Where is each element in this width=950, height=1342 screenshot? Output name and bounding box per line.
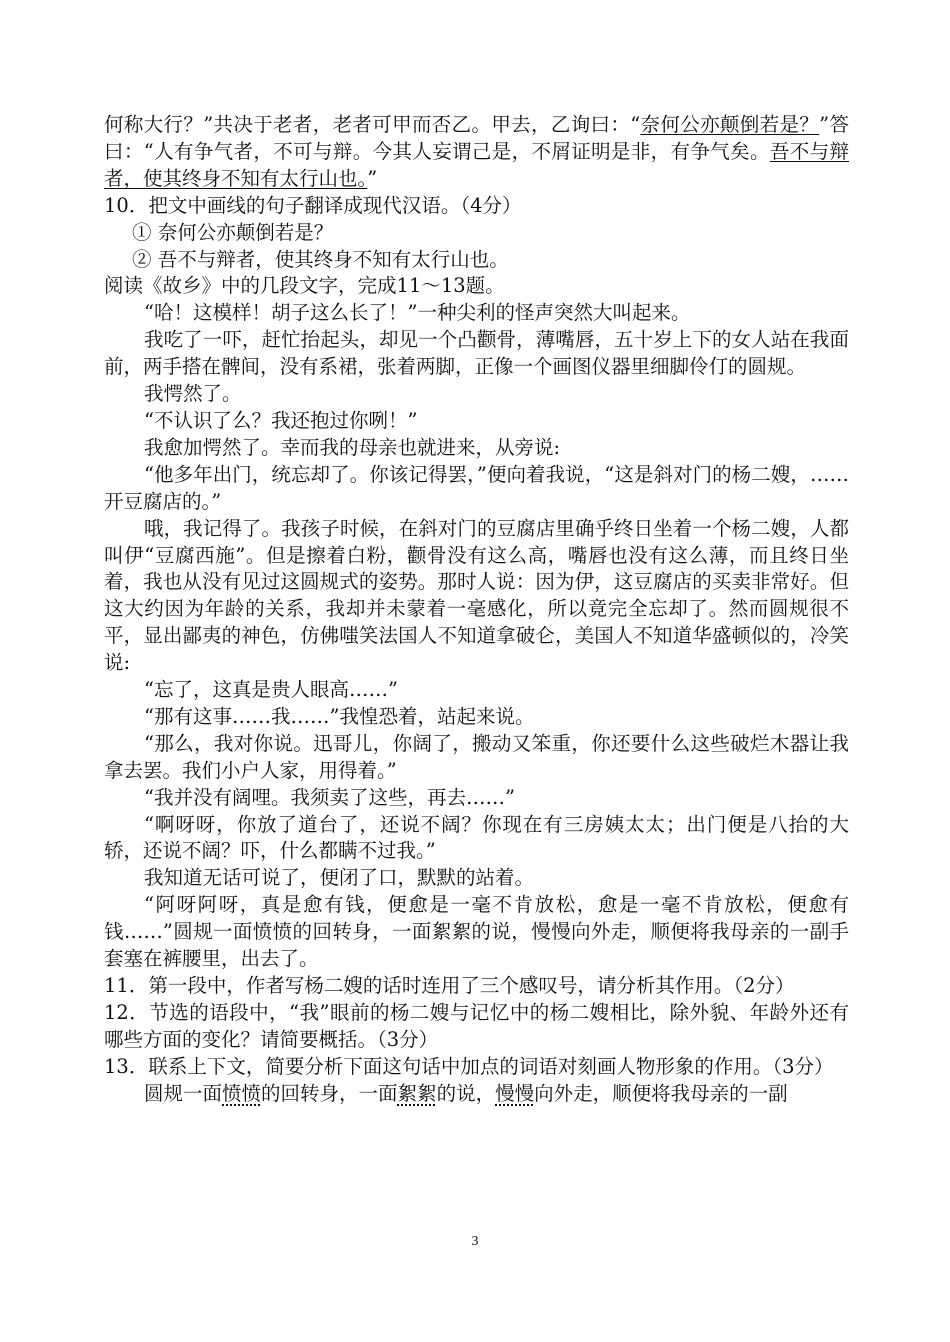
story-paragraph: “啊呀呀，你放了道台了，还说不阔？你现在有三房姨太太；出门便是八抬的大轿，还说不阔？吓，什么都瞒不过我。” bbox=[104, 812, 849, 863]
passage-text: ”答曰：“人有争气者，不可与辩。今其人妄谓己是，不屑证明是非，有争气矣。 bbox=[104, 113, 849, 163]
passage-text: ” bbox=[367, 166, 378, 190]
dotted-word-2: 絮絮 bbox=[397, 1081, 437, 1105]
story-paragraph: 哦，我记得了。我孩子时候，在斜对门的豆腐店里确乎终日坐着一个杨二嫂，人都叫伊“豆腐西施”。但是擦着白粉，颧骨没有这么高，嘴唇也没有这么薄，而且终日坐着，我也从没有见过这圆规式的姿势。那时人说：因为伊，这豆腐店的买卖非常好。但这大约因为年龄的关系，我却并未蒙着一毫感化，所以竟完全忘却了。然而圆规很不平，显出鄙夷的神色，仿佛嗤笑法国人不知道拿破仑，美国人不知道华盛顿似的，冷笑说: bbox=[104, 516, 849, 675]
reading-intro: 阅读《故乡》中的几段文字，完成11～13题。 bbox=[104, 274, 505, 298]
question-11: 11．第一段中，作者写杨二嫂的话时连用了三个感叹号，请分析其作用。（2分） bbox=[104, 974, 795, 997]
story-paragraph: “那有这事……我……”我惶恐着，站起来说。 bbox=[144, 704, 535, 728]
story-paragraph: “那么，我对你说。迅哥儿，你阔了，搬动又笨重，你还要什么这些破烂木器让我拿去罢。我们小户人家，用得着。” bbox=[104, 731, 849, 782]
question-10: 10．把文中画线的句子翻译成现代汉语。（4分） bbox=[104, 193, 522, 217]
story-paragraph: “我并没有阔哩。我须卖了这些，再去……” bbox=[144, 785, 515, 809]
story-paragraph: “不认识了么？我还抱过你咧！” bbox=[144, 408, 418, 432]
passage-text: 何称大行？”共决于老者，老者可甲而否乙。甲去，乙询曰：“ bbox=[104, 113, 641, 136]
passage-ending bbox=[104, 112, 849, 193]
q10-item-2: ② 吾不与辩者，使其终身不知有太行山也。 bbox=[132, 247, 509, 271]
story-paragraph: “哈！这模样！胡子这么长了！”一种尖利的怪声突然大叫起来。 bbox=[144, 301, 691, 325]
story-paragraph: “他多年出门，统忘却了。你该记得罢，”便向着我说，“这是斜对门的杨二嫂，……开豆腐店的。” bbox=[104, 462, 849, 513]
story-paragraph: “阿呀阿呀，真是愈有钱，便愈是一毫不肯放松，愈是一毫不肯放松，便愈有钱……”圆规一面愤愤的回转身，一面絮絮的说，慢慢向外走，顺便将我母亲的一副手套塞在裤腰里，出去了。 bbox=[104, 893, 849, 971]
underlined-sentence-2: 吾不与辩者，使其终身不知有太行山也。 bbox=[104, 139, 849, 190]
question-12: 12．节选的语段中，“我”眼前的杨二嫂与记忆中的杨二嫂相比，除外貌、年龄外还有哪些方面的变化？请简要概括。（3分） bbox=[104, 1000, 849, 1051]
story-paragraph: 我愕然了。 bbox=[144, 382, 242, 406]
story-paragraph: “忘了，这真是贵人眼高……” bbox=[144, 678, 398, 702]
question-13: 13．联系上下文，简要分析下面这句话中加点的词语对刻画人物形象的作用。（3分） bbox=[104, 1054, 834, 1078]
dotted-word-3: 慢慢 bbox=[495, 1081, 535, 1105]
underlined-sentence-1: 奈何公亦颠倒若是？ bbox=[640, 113, 820, 136]
story-paragraph: 我知道无话可说了，便闭了口，默默的站着。 bbox=[144, 866, 535, 890]
page-number: 3 bbox=[471, 1234, 479, 1249]
q10-item-1: ① 奈何公亦颠倒若是？ bbox=[132, 220, 334, 244]
q13-sentence: 圆规一面愤愤的回转身，一面絮絮的说，慢慢向外走，顺便将我母亲的一副 bbox=[144, 1081, 788, 1105]
story-paragraph: 我吃了一吓，赶忙抬起头，却见一个凸颧骨，薄嘴唇，五十岁上下的女人站在我面前，两手搭在髀间，没有系裙，张着两脚，正像一个画图仪器里细脚伶仃的圆规。 bbox=[104, 328, 849, 379]
dotted-word-1: 愤愤 bbox=[222, 1081, 262, 1105]
story-paragraph: 我愈加愕然了。幸而我的母亲也就进来，从旁说: bbox=[144, 435, 561, 459]
document-page bbox=[104, 112, 849, 1108]
